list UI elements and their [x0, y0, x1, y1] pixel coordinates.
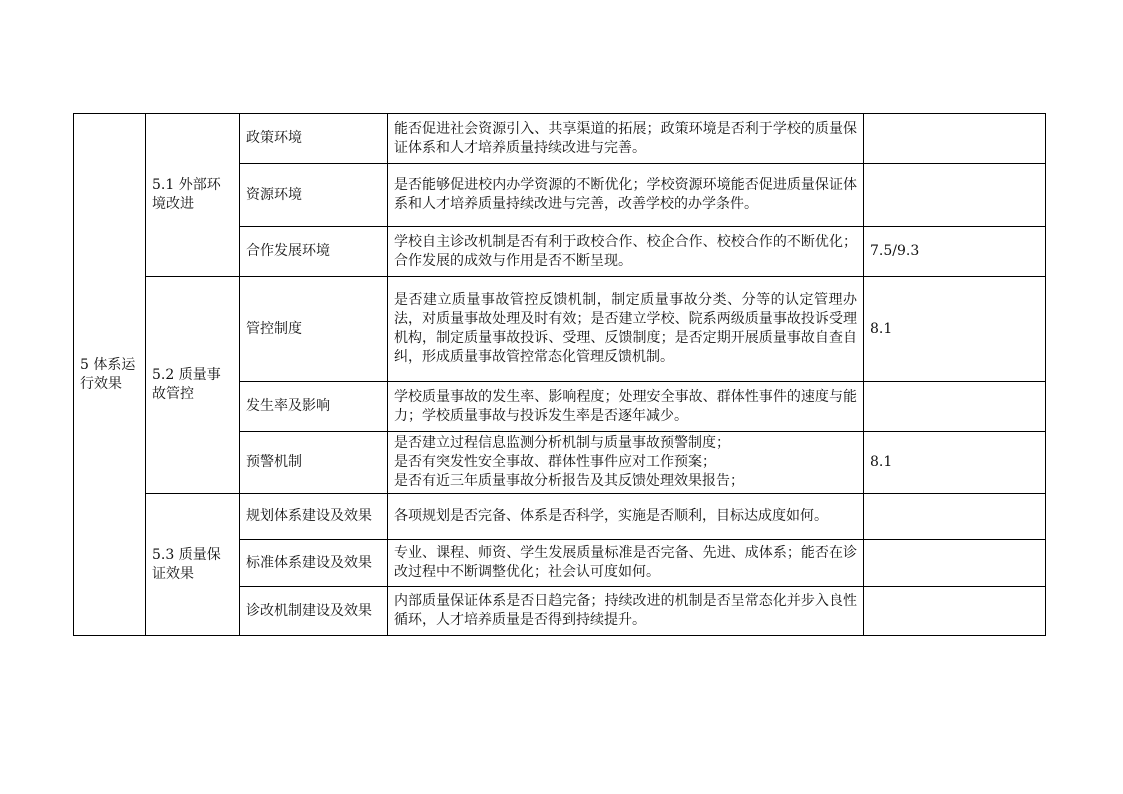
description-cell: 学校质量事故的发生率、影响程度；处理安全事故、群体性事件的速度与能力；学校质量事故与投诉发生率是否逐年减少。	[388, 382, 864, 432]
item-cell: 政策环境	[240, 114, 388, 164]
category-cell: 5 体系运行效果	[74, 114, 146, 636]
item-cell: 资源环境	[240, 164, 388, 227]
description-line: 是否建立过程信息监测分析机制与质量事故预警制度；	[394, 435, 730, 451]
item-cell: 合作发展环境	[240, 227, 388, 277]
item-cell: 预警机制	[240, 432, 388, 494]
item-cell: 管控制度	[240, 277, 388, 382]
description-cell: 内部质量保证体系是否日趋完备；持续改进的机制是否呈常态化并步入良性循环，人才培养质量是否得到持续提升。	[388, 587, 864, 636]
reference-cell	[864, 114, 1046, 164]
description-cell: 是否能够促进校内办学资源的不断优化；学校资源环境能否促进质量保证体系和人才培养质量持续改进与完善，改善学校的办学条件。	[388, 164, 864, 227]
group-cell: 5.1 外部环境改进	[146, 114, 240, 277]
description-line: 是否有突发性安全事故、群体性事件应对工作预案；	[394, 454, 716, 470]
reference-cell	[864, 587, 1046, 636]
group-cell: 5.2 质量事故管控	[146, 277, 240, 494]
reference-cell: 7.5/9.3	[864, 227, 1046, 277]
description-cell: 专业、课程、师资、学生发展质量标准是否完备、先进、成体系；能否在诊改过程中不断调整优化；社会认可度如何。	[388, 540, 864, 587]
item-cell: 诊改机制建设及效果	[240, 587, 388, 636]
evaluation-table	[73, 113, 1046, 636]
reference-cell: 8.1	[864, 432, 1046, 494]
description-cell: 学校自主诊改机制是否有利于政校合作、校企合作、校校合作的不断优化；合作发展的成效与作用是否不断呈现。	[388, 227, 864, 277]
table-row	[74, 494, 1046, 540]
description-cell	[388, 432, 864, 494]
description-cell: 是否建立质量事故管控反馈机制，制定质量事故分类、分等的认定管理办法，对质量事故处理及时有效；是否建立学校、院系两级质量事故投诉受理机构，制定质量事故投诉、受理、反馈制度；是否定期开展质量事故自查自纠，形成质量事故管控常态化管理反馈机制。	[388, 277, 864, 382]
reference-cell	[864, 540, 1046, 587]
reference-cell: 8.1	[864, 277, 1046, 382]
description-line: 是否有近三年质量事故分析报告及其反馈处理效果报告；	[394, 473, 744, 489]
reference-cell	[864, 382, 1046, 432]
table-row	[74, 277, 1046, 382]
item-cell: 发生率及影响	[240, 382, 388, 432]
group-cell: 5.3 质量保证效果	[146, 494, 240, 636]
description-cell: 能否促进社会资源引入、共享渠道的拓展；政策环境是否利于学校的质量保证体系和人才培养质量持续改进与完善。	[388, 114, 864, 164]
reference-cell	[864, 164, 1046, 227]
item-cell: 标准体系建设及效果	[240, 540, 388, 587]
item-cell: 规划体系建设及效果	[240, 494, 388, 540]
description-cell: 各项规划是否完备、体系是否科学，实施是否顺利，目标达成度如何。	[388, 494, 864, 540]
reference-cell	[864, 494, 1046, 540]
table-row	[74, 114, 1046, 164]
